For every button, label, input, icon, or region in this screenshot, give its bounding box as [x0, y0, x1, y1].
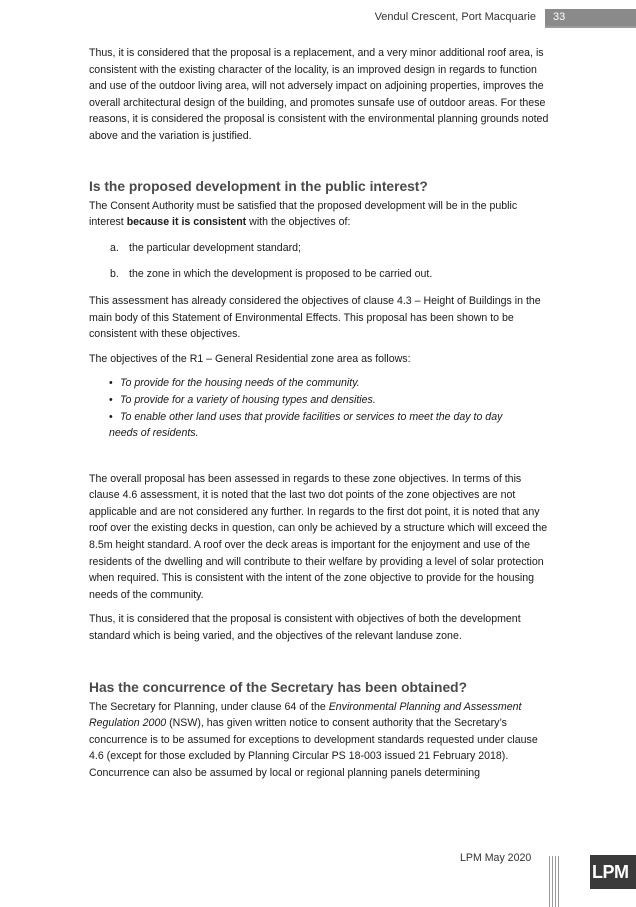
- text-run: The Consent Authority must be satisfied that the proposed development will be in the public interest: [89, 199, 518, 229]
- list-item-text: To provide for the housing needs of the community.: [120, 377, 360, 390]
- list-item: [110, 240, 551, 257]
- section-heading: Has the concurrence of the Secretary has been obtained?: [89, 679, 467, 695]
- lettered-list: [110, 240, 551, 283]
- page-body: [89, 45, 551, 790]
- list-item-text: the zone in which the development is proposed to be carried out.: [129, 268, 433, 281]
- list-item: [109, 392, 551, 409]
- paragraph: The overall proposal has been assessed in regards to these zone objectives. In terms of this clause 4.6 assessment, it is noted that the last two dot points of the zone objectives are not applicable and are not considered any further. In regards to the first dot point, it is noted that any roof over the existing decks in question, can only be achieved by a structure which will exceed the 8.5m height standard. A roof over the deck areas is important for the enjoyment and use of the residents of the dwelling and will contribute to their welfare by providing a level of solar protection when required. This is consistent with the intent of the zone objective to provide for the housing needs of the community.: [89, 472, 548, 601]
- lpm-logo: LPM: [590, 855, 636, 889]
- document-title: Vendul Crescent, Port Macquarie: [374, 11, 536, 23]
- list-item: [109, 375, 551, 392]
- footer-text: LPM May 2020: [460, 852, 532, 864]
- paragraph: The objectives of the R1 – General Residential zone area as follows:: [89, 352, 411, 365]
- text-run: with the objectives of:: [246, 216, 351, 229]
- italic-text: Environmental Planning and Assessment Regulation 2000: [89, 700, 522, 730]
- list-item-text: To provide for a variety of housing types and densities.: [120, 393, 376, 406]
- section-heading: Is the proposed development in the public interest?: [89, 178, 428, 194]
- list-marker: a.: [110, 241, 119, 254]
- bullet-marker: •: [109, 393, 113, 406]
- paragraph: [89, 198, 551, 231]
- paragraph: Thus, it is considered that the proposal is consistent with objectives of both the development standard which is being varied, and the objectives of the relevant landuse zone.: [89, 613, 521, 643]
- paragraph: This assessment has already considered the objectives of clause 4.3 – Height of Buildings in the main body of this Statement of Environmental Effects. This proposal has been shown to be consistent with these objectives.: [89, 294, 541, 341]
- list-item: [109, 409, 551, 442]
- bullet-marker: •: [109, 410, 113, 423]
- bullet-marker: •: [109, 377, 113, 390]
- zone-objectives-list: [109, 375, 551, 441]
- header-rule: [545, 26, 636, 28]
- text-run: (NSW), has given written notice to consent authority that the Secretary’s concurrence is to be assumed for exceptions to development standards requested under clause 4.6 (except for those excluded by Planning Circular PS 18-003 issued 21 February 2018). Concurrence can also be assumed by local or regional planning panels determining: [89, 717, 538, 779]
- list-item: [110, 266, 551, 283]
- list-item-text: the particular development standard;: [129, 241, 301, 254]
- paragraph: [89, 699, 551, 782]
- text-run: The Secretary for Planning, under clause 64 of the: [89, 700, 329, 713]
- list-item-text: To enable other land uses that provide facilities or services to meet the day to day: [120, 410, 503, 423]
- list-item-continuation: needs of residents.: [109, 427, 199, 440]
- list-marker: b.: [110, 268, 119, 281]
- footer-decorative-lines: [549, 856, 561, 907]
- page-number: 33: [545, 9, 636, 26]
- paragraph: Thus, it is considered that the proposal is a replacement, and a very minor additional roof area, is consistent with the existing character of the locality, is an improved design in regards to function and use of the outdoor living area, will not adversely impact on adjoining properties, improves the overall architectural design of the building, and promotes sunsafe use of outdoor areas. For these reasons, it is considered the proposal is consistent with the environmental planning grounds noted above and the variation is justified.: [89, 47, 549, 142]
- bold-text: because it is consistent: [126, 216, 247, 229]
